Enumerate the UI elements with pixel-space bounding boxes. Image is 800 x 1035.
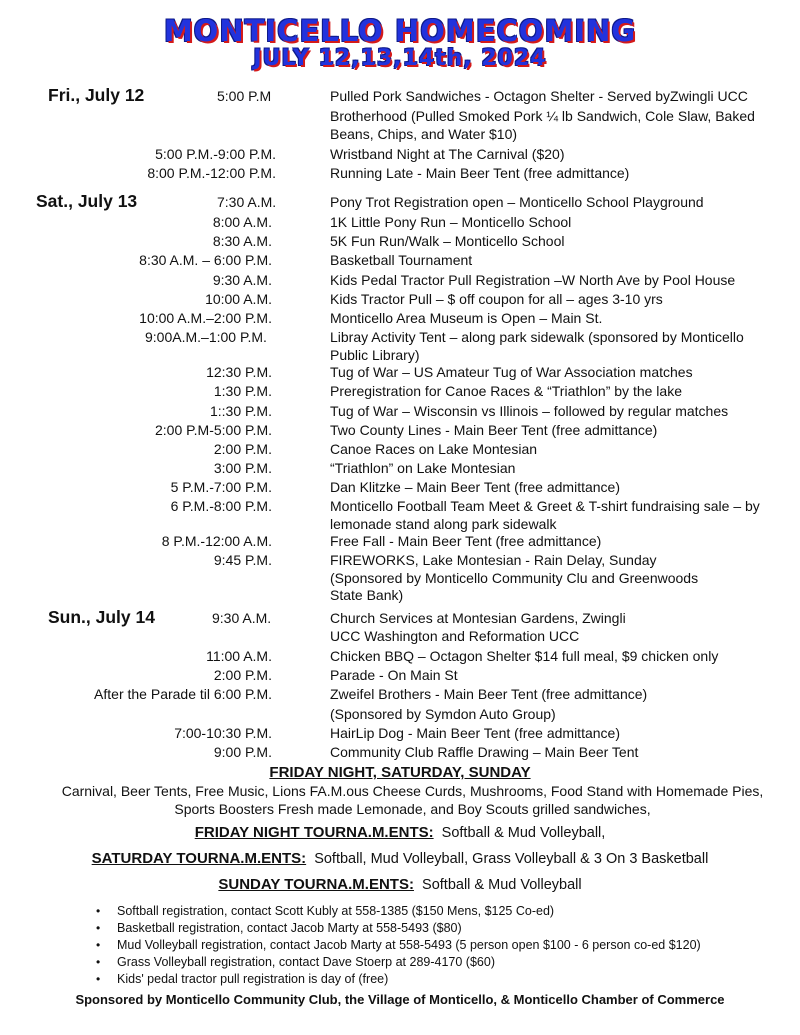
event-time: 9:45 P.M. bbox=[213, 552, 272, 568]
event-desc: Brotherhood (Pulled Smoked Pork ¼ lb Sandwich, Cole Slaw, Baked Beans, Chips, and Water $10) bbox=[330, 108, 755, 142]
bullet-icon: • bbox=[96, 904, 101, 918]
tournament-desc: Softball & Mud Volleyball bbox=[422, 877, 582, 893]
event-time: 8:00 A.M. bbox=[212, 214, 272, 230]
event-desc: Canoe Races on Lake Montesian bbox=[330, 441, 538, 457]
event-desc: “Triathlon” on Lake Montesian bbox=[330, 460, 516, 476]
tournament-sunday bbox=[0, 876, 800, 893]
event-desc: Church Services at Montesian Gardens, Zwingli UCC Washington and Reformation UCC bbox=[330, 610, 626, 644]
event-time: 7:30 A.M. bbox=[217, 194, 277, 210]
event-desc: (Sponsored by Symdon Auto Group) bbox=[330, 706, 556, 722]
event-desc: Two County Lines - Main Beer Tent (free admittance) bbox=[330, 422, 658, 438]
list-item: • Mud Volleyball registration, contact Jacob Marty at 558-5493 (5 person open $100 - 6 person co-ed $120) bbox=[96, 938, 701, 952]
event-time: 2:00 P.M. bbox=[213, 441, 272, 457]
tournament-desc: Softball & Mud Volleyball, bbox=[441, 825, 606, 841]
event-desc: Parade - On Main St bbox=[330, 667, 458, 683]
page-title: MONTICELLO HOMECOMING bbox=[163, 14, 637, 48]
list-item: • Grass Volleyball registration, contact Dave Stoerp at 289-4170 ($60) bbox=[96, 955, 495, 969]
event-time: 7:00-10:30 P.M. bbox=[174, 725, 272, 741]
event-time: 8:30 A.M. – 6:00 P.M. bbox=[139, 252, 272, 268]
event-time: After the Parade til 6:00 P.M. bbox=[94, 686, 272, 702]
event-time: 2:00 P.M. bbox=[213, 667, 272, 683]
event-desc: Running Late - Main Beer Tent (free admittance) bbox=[330, 165, 630, 181]
event-desc: Chicken BBQ – Octagon Shelter $14 full meal, $9 chicken only bbox=[330, 648, 719, 664]
list-item: • Kids' pedal tractor pull registration is day of (free) bbox=[96, 972, 389, 986]
day-heading-friday: Fri., July 12 bbox=[48, 85, 145, 105]
bullet-icon: • bbox=[96, 955, 101, 969]
event-desc: Community Club Raffle Drawing – Main Beer Tent bbox=[330, 744, 639, 760]
event-time: 5 P.M.-7:00 P.M. bbox=[170, 479, 272, 495]
event-desc: Free Fall - Main Beer Tent (free admittance) bbox=[330, 533, 602, 549]
event-time: 12:30 P.M. bbox=[206, 364, 272, 380]
event-time: 9:30 A.M. bbox=[212, 610, 272, 626]
event-desc: 1K Little Pony Run – Monticello School bbox=[330, 214, 572, 230]
event-time: 8:30 A.M. bbox=[212, 233, 272, 249]
event-desc: Tug of War – US Amateur Tug of War Association matches bbox=[330, 364, 693, 380]
sponsors-footer: Sponsored by Monticello Community Club, the Village of Monticello, & Monticello Chamber of Commerce bbox=[75, 992, 725, 1007]
event-time: 9:30 A.M. bbox=[212, 272, 272, 288]
event-time: 5:00 P.M bbox=[217, 88, 272, 104]
tournament-label: SATURDAY TOURNA.M.ENTS: bbox=[91, 850, 307, 867]
event-time: 5:00 P.M.-9:00 P.M. bbox=[155, 146, 276, 162]
registration-list bbox=[96, 903, 701, 988]
event-desc: Pulled Pork Sandwiches - Octagon Shelter - Served byZwingli UCC bbox=[330, 88, 748, 104]
event-time: 8 P.M.-12:00 A.M. bbox=[161, 533, 272, 549]
bullet-icon: • bbox=[96, 921, 101, 935]
list-item: • Softball registration, contact Scott Kubly at 558-1385 ($150 Mens, $125 Co-ed) bbox=[96, 904, 555, 918]
event-desc: Libray Activity Tent – along park sidewalk (sponsored by Monticello Public Library) bbox=[330, 329, 744, 363]
event-time: 6 P.M.-8:00 P.M. bbox=[170, 498, 272, 514]
event-time: 11:00 A.M. bbox=[206, 648, 272, 664]
all-weekend-heading: FRIDAY NIGHT, SATURDAY, SUNDAY bbox=[269, 764, 531, 781]
tournament-friday bbox=[0, 824, 800, 841]
event-time: 1:30 P.M. bbox=[213, 383, 272, 399]
day-heading-sunday: Sun., July 14 bbox=[48, 607, 155, 627]
event-desc: Kids Tractor Pull – $ off coupon for all – ages 3-10 yrs bbox=[330, 291, 663, 307]
day-heading-saturday: Sat., July 13 bbox=[36, 191, 138, 211]
tournament-label: SUNDAY TOURNA.M.ENTS: bbox=[218, 876, 414, 893]
event-desc: Preregistration for Canoe Races & “Triathlon” by the lake bbox=[330, 383, 682, 399]
event-time: 8:00 P.M.-12:00 P.M. bbox=[147, 165, 276, 181]
event-desc: Monticello Football Team Meet & Greet & T-shirt fundraising sale – by lemonade stand along park sidewalk bbox=[330, 498, 760, 532]
event-time: 2:00 P.M-5:00 P.M. bbox=[155, 422, 272, 438]
tournament-saturday bbox=[0, 850, 800, 867]
event-desc: Tug of War – Wisconsin vs Illinois – followed by regular matches bbox=[330, 403, 729, 419]
event-desc: HairLip Dog - Main Beer Tent (free admittance) bbox=[330, 725, 620, 741]
event-desc: Zweifel Brothers - Main Beer Tent (free admittance) bbox=[330, 686, 648, 702]
event-desc: Basketball Tournament bbox=[330, 252, 473, 268]
event-time: 10:00 A.M. bbox=[205, 291, 272, 307]
event-desc: Pony Trot Registration open – Monticello School Playground bbox=[330, 194, 704, 210]
tournament-label: FRIDAY NIGHT TOURNA.M.ENTS: bbox=[194, 824, 434, 841]
all-weekend-text: Carnival, Beer Tents, Free Music, Lions FA.M.ous Cheese Curds, Mushrooms, Food Stand with Homemade Pies, Sports Boosters Fresh made Lemonade, and Boy Scouts grilled sandwiches, bbox=[61, 783, 764, 817]
event-dates: JULY 12,13,14th, 2024 bbox=[253, 46, 547, 71]
event-desc: Monticello Area Museum is Open – Main St. bbox=[330, 310, 603, 326]
list-item: • Basketball registration, contact Jacob Marty at 558-5493 ($80) bbox=[96, 921, 462, 935]
event-time: 1::30 P.M. bbox=[209, 403, 272, 419]
event-desc: FIREWORKS, Lake Montesian - Rain Delay, Sunday (Sponsored by Monticello Community Clu and Greenwoods State Bank) bbox=[330, 552, 699, 603]
event-time: 9:00 P.M. bbox=[213, 744, 272, 760]
event-time: 10:00 A.M.–2:00 P.M. bbox=[139, 310, 272, 326]
bullet-icon: • bbox=[96, 938, 101, 952]
event-time: 3:00 P.M. bbox=[213, 460, 272, 476]
event-desc: Dan Klitzke – Main Beer Tent (free admittance) bbox=[330, 479, 620, 495]
event-desc: Kids Pedal Tractor Pull Registration –W North Ave by Pool House bbox=[330, 272, 736, 288]
event-time: 9:00A.M.–1:00 P.M. bbox=[145, 329, 267, 345]
bullet-icon: • bbox=[96, 972, 101, 986]
event-desc: 5K Fun Run/Walk – Monticello School bbox=[330, 233, 565, 249]
tournament-desc: Softball, Mud Volleyball, Grass Volleyball & 3 On 3 Basketball bbox=[314, 851, 709, 867]
event-desc: Wristband Night at The Carnival ($20) bbox=[330, 146, 565, 162]
